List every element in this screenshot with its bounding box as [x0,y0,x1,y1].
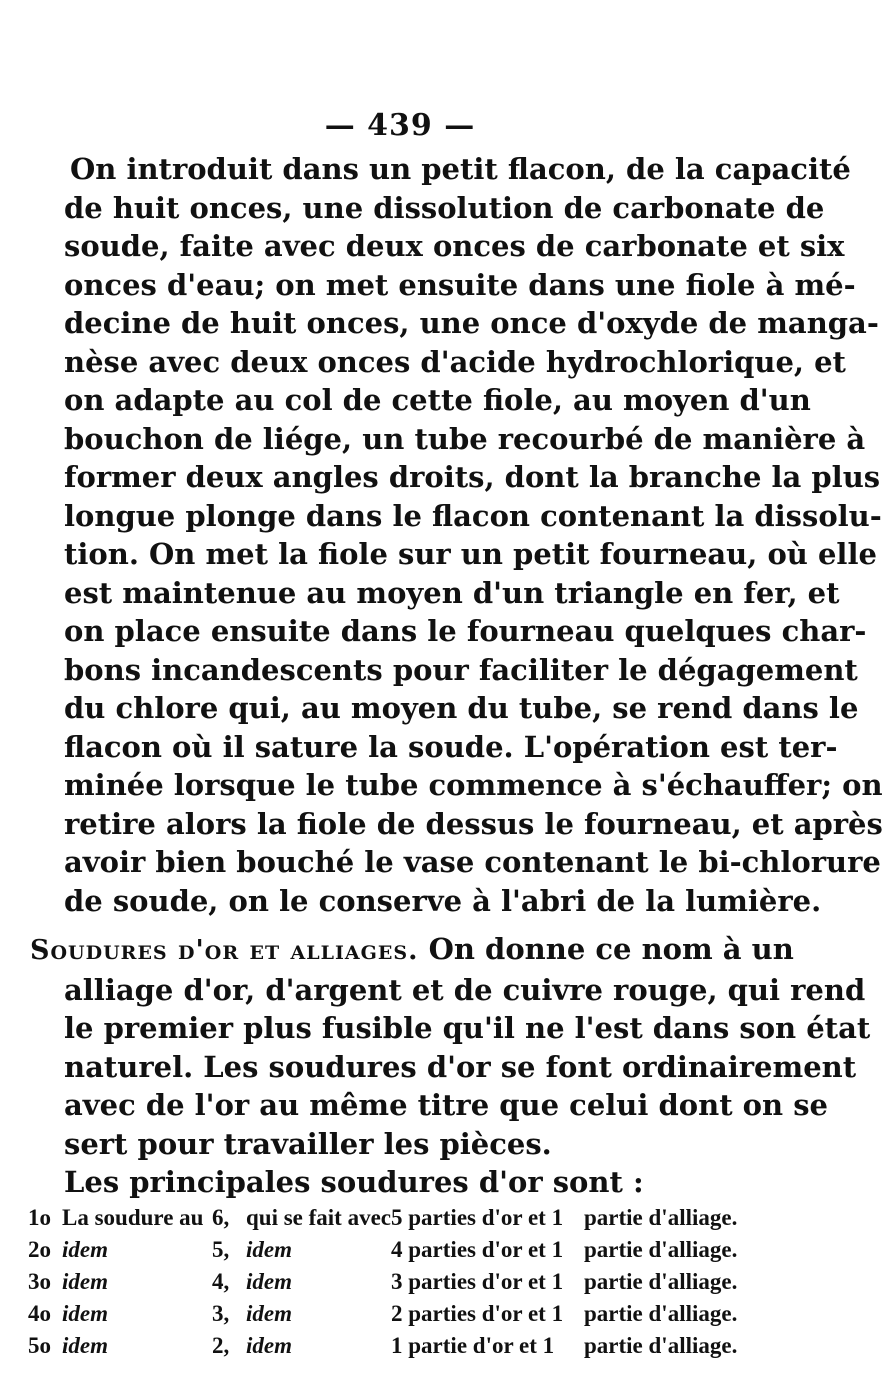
solder-name: idem [62,1269,108,1294]
solder-grade: 6, [212,1205,230,1230]
text-line: flacon où il sature la soude. L'opération est ter- [64,729,838,764]
text-line: longue plonge dans le flacon contenant la dissolu- [64,498,882,533]
solder-grade: 5, [212,1237,230,1262]
text-line: le premier plus fusible qu'il ne l'est dans son état [64,1011,871,1045]
row-number: 3o [28,1269,51,1294]
text-line: nèse avec deux onces d'acide hydrochlorique, et [64,344,846,379]
text-line: de soude, on le conserve à l'abri de la lumière. [64,883,822,918]
section-heading: Soudures d'or et alliages. [30,935,419,966]
text-line: on place ensuite dans le fourneau quelques char- [64,614,867,648]
text-line: On introduit dans un petit flacon, de la capacité [70,152,851,186]
text-line: avec de l'or au même titre que celui dont on se [64,1088,828,1122]
solder-how: idem [246,1269,292,1294]
solder-grade: 4, [212,1269,230,1294]
text-line: bons incandescents pour faciliter le dégagement [64,652,858,687]
gold-parts: 2 parties d'or et 1 [391,1301,564,1326]
solder-grade: 3, [212,1301,230,1326]
main-text [30,150,883,1202]
text-line: bouchon de liége, un tube recourbé de manière à [64,421,866,456]
text-line: minée lorsque le tube commence à s'échauffer; on [64,768,883,802]
table-row [28,1202,756,1234]
text-line: de huit onces, une dissolution de carbonate de [64,190,825,225]
solder-name: idem [62,1237,108,1262]
alloy-parts: partie d'alliage. [584,1333,738,1358]
alloy-parts: partie d'alliage. [584,1269,738,1294]
row-number: 4o [28,1301,51,1326]
solder-name: idem [62,1333,108,1358]
text-line: sert pour travailler les pièces. [64,1126,552,1161]
text-line: avoir bien bouché le vase contenant le bi-chlorure [64,845,881,879]
section-first-line [30,930,794,971]
text-line: est maintenue au moyen d'un triangle en fer, et [64,575,840,610]
gold-parts: 5 parties d'or et 1 [391,1205,564,1230]
gold-parts: 3 parties d'or et 1 [391,1269,564,1294]
solder-name: La soudure au [62,1205,204,1230]
text-line: on adapte au col de cette fiole, au moyen d'un [64,383,811,417]
text-line: alliage d'or, d'argent et de cuivre rouge, qui rend [64,972,866,1007]
section-gap [64,920,752,930]
solder-how: idem [246,1333,292,1358]
gold-parts: 4 parties d'or et 1 [391,1237,564,1262]
text-line: soude, faite avec deux onces de carbonate et six [64,229,845,263]
alloy-parts: partie d'alliage. [584,1205,738,1230]
table-row [28,1330,756,1362]
page-number: — 439 — [324,108,476,143]
alloy-table [28,1202,756,1362]
text-line: decine de huit onces, une once d'oxyde de manga- [64,306,879,340]
table-row [28,1234,756,1266]
text-line: retire alors la fiole de dessus le fourneau, et après [64,806,883,841]
solder-name: idem [62,1301,108,1326]
row-number: 2o [28,1237,51,1262]
text-line: du chlore qui, au moyen du tube, se rend dans le [64,691,859,725]
row-number: 5o [28,1333,51,1358]
text-line: tion. On met la fiole sur un petit fourneau, où elle [64,537,877,571]
text-line: naturel. Les soudures d'or se font ordinairement [64,1049,857,1084]
solder-how: qui se fait avec [246,1205,392,1230]
section-first-text: On donne ce nom à un [428,932,794,966]
solder-how: idem [246,1237,292,1262]
text-line: onces d'eau; on met ensuite dans une fiole à mé- [64,267,856,302]
alloy-parts: partie d'alliage. [584,1301,738,1326]
table-row [28,1298,756,1330]
solder-grade: 2, [212,1333,230,1358]
alloy-parts: partie d'alliage. [584,1237,738,1262]
gold-parts: 1 partie d'or et 1 [391,1333,555,1358]
text-line: former deux angles droits, dont la branche la plus [64,460,881,494]
row-number: 1o [28,1205,51,1230]
list-intro: Les principales soudures d'or sont : [64,1165,644,1199]
solder-how: idem [246,1301,292,1326]
table-row [28,1266,756,1298]
